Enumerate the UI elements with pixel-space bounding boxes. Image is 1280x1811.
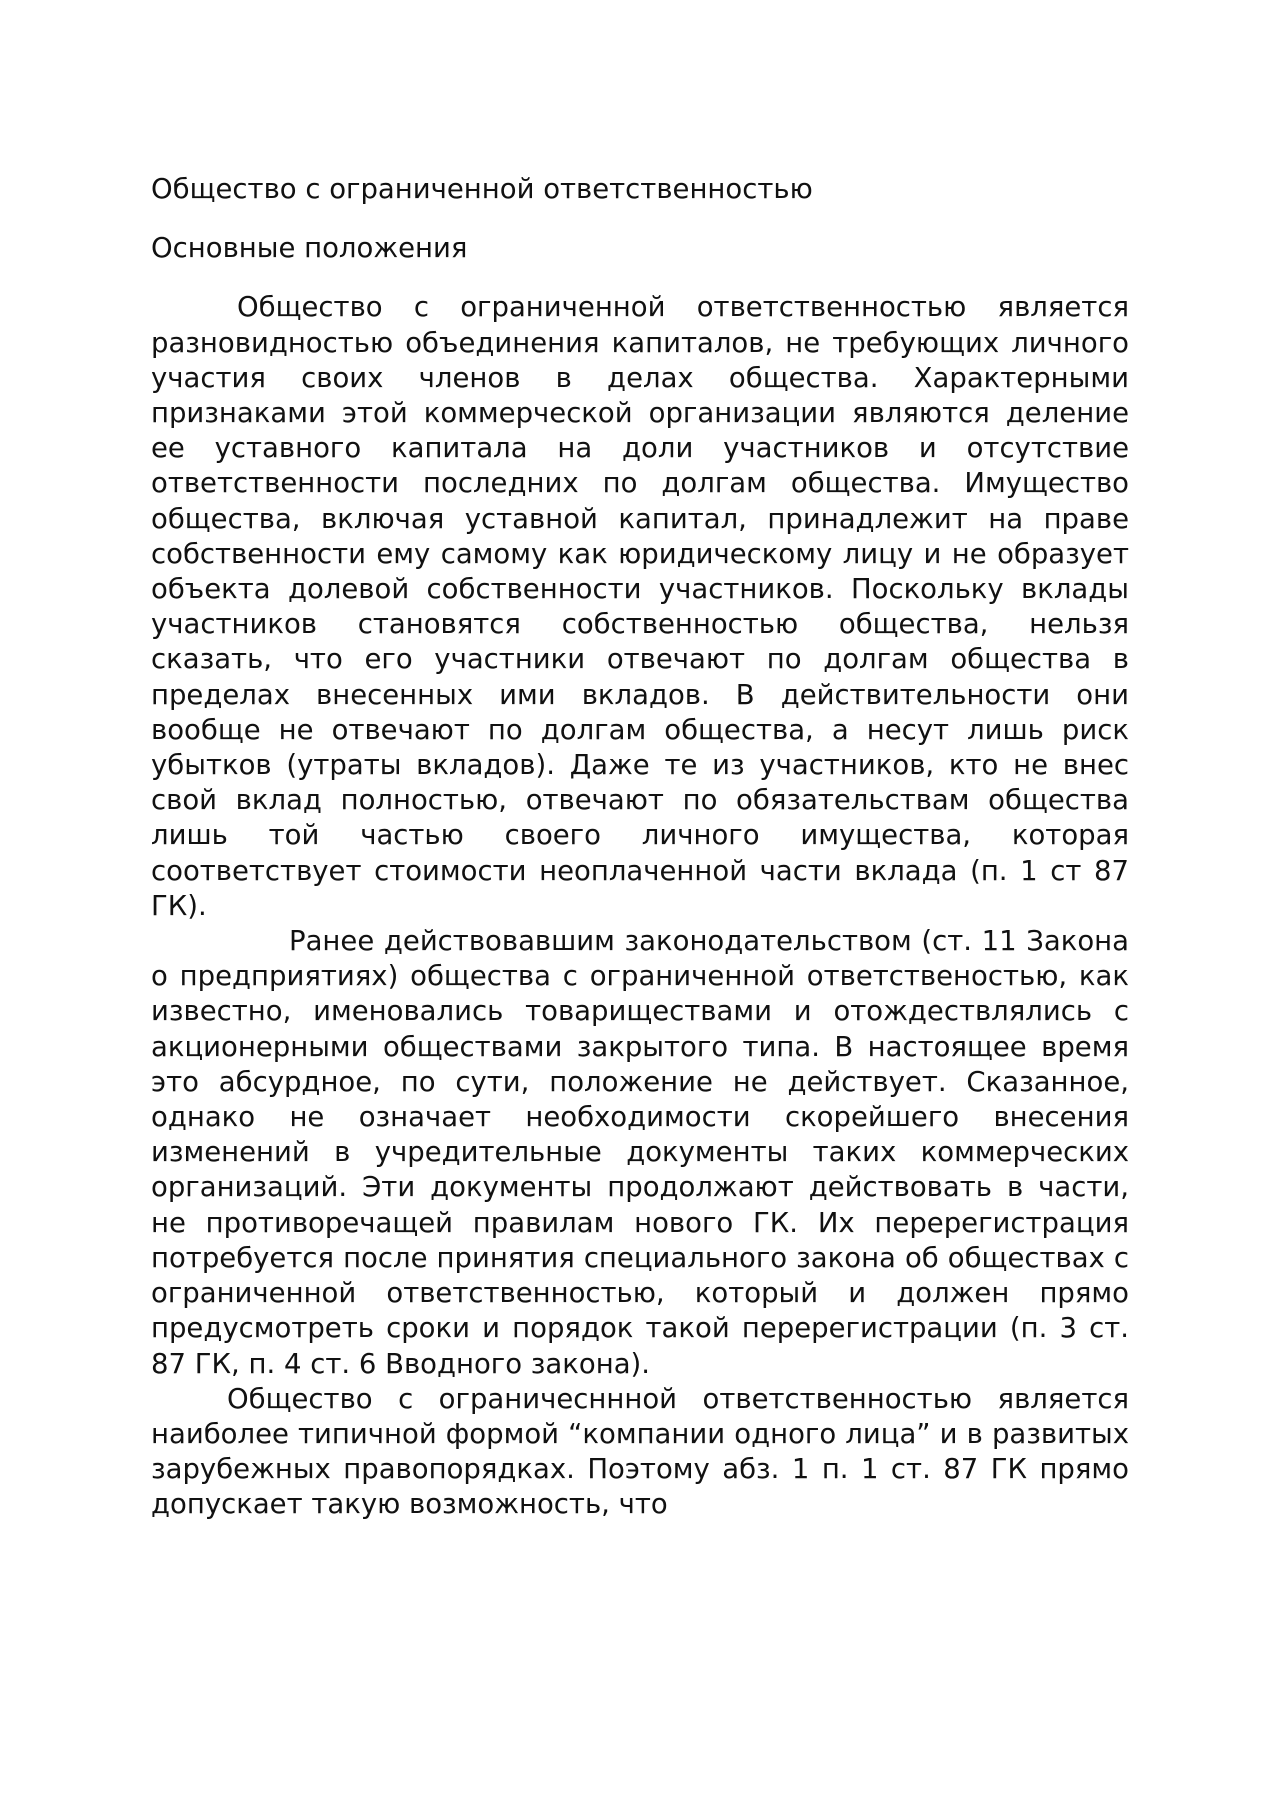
section-heading: Основные положения <box>151 232 468 265</box>
paragraph-2: Ранее действовавшим законодательством (ст. 11 Закона о предприятиях) общества с ограниченной ответственостью, как известно, именовались товариществами и отождествлялись с акционерными обществами закрытого типа. В настоящее время это абсурдное, по сути, положение не действует. Сказанное, однако не означает необходимости скорейшего внесения изменений в учредительные документы таких коммерческих организаций. Эти документы продолжают действовать в части, не противоречащей правилам нового ГК. Их перерегистрация потребуется после принятия специального закона об обществах с ограниченной ответственностью, который и должен прямо предусмотреть сроки и порядок такой перерегистрации (п. 3 ст. 87 ГК, п. 4 ст. 6 Вводного закона). <box>151 925 1129 1380</box>
paragraph-1: Общество с ограниченной ответственностью является разновидностью объединения капиталов, не требующих личного участия своих членов в делах общества. Характерными признаками этой коммерческой организации являются деление ее уставного капитала на доли участников и отсутствие ответственности последних по долгам общества. Имущество общества, включая уставной капитал, принадлежит на праве собственности ему самому как юридическому лицу и не образует объекта долевой собственности участников. Поскольку вклады участников становятся собственностью общества, нельзя сказать, что его участники отвечают по долгам общества в пределах внесенных ими вкладов. В действительности они вообще не отвечают по долгам общества, а несут лишь риск убытков (утраты вкладов). Даже те из участников, кто не внес свой вклад полностью, отвечают по обязательствам общества лишь той частью своего личного имущества, которая соответствует стоимости неоплаченной части вклада (п. 1 ст 87 ГК). <box>151 291 1129 922</box>
document-title: Общество с ограниченной ответственностью <box>151 173 813 205</box>
paragraph-3: Общество с ограничесннной ответственностью является наиболее типичной формой “компании одного лица” и в развитых зарубежных правопорядках. Поэтому абз. 1 п. 1 ст. 87 ГК прямо допускает такую возможность, что <box>151 1382 1129 1521</box>
document-body <box>151 172 1129 1523</box>
